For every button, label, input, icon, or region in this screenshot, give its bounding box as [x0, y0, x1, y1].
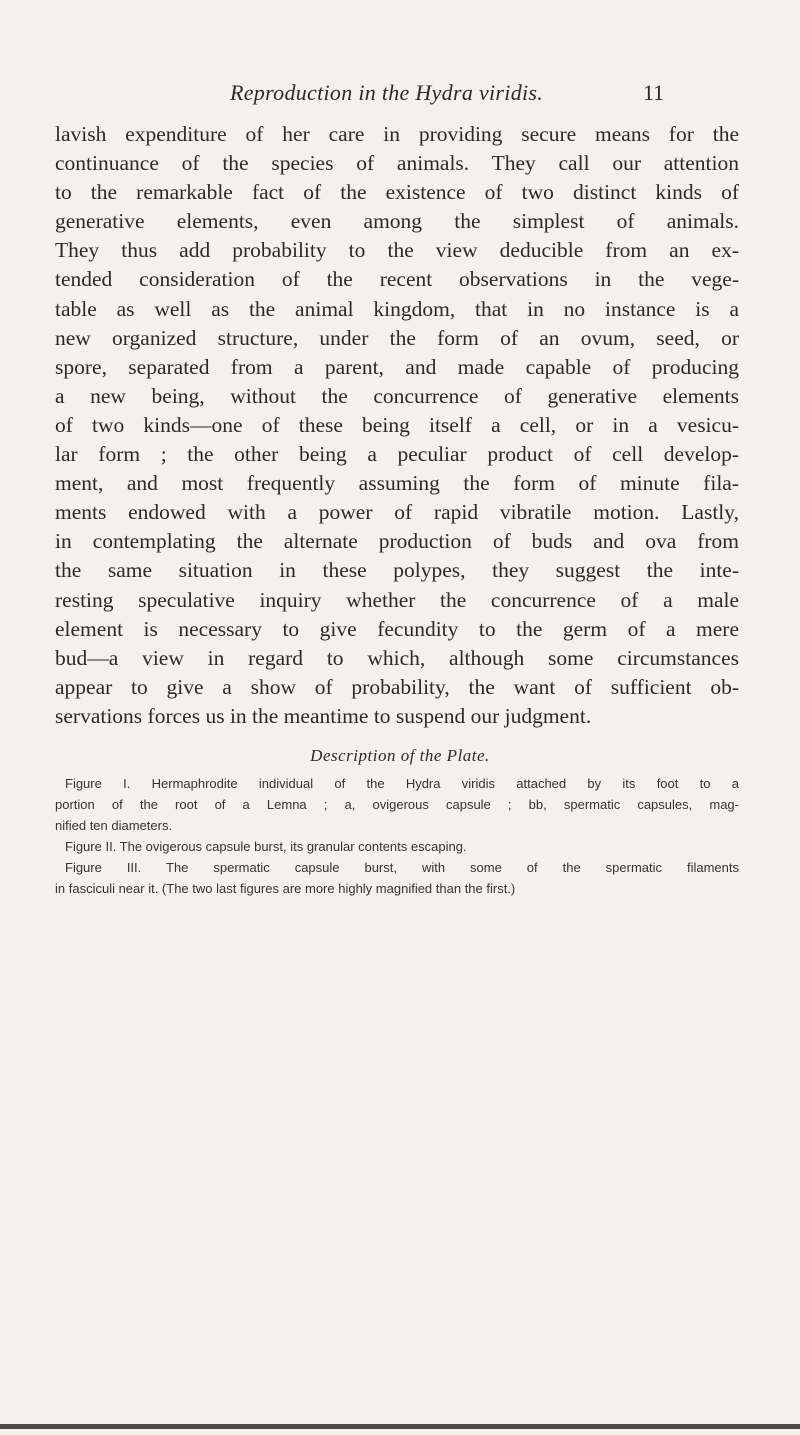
body-line: lavish expenditure of her care in providing secure means for the: [55, 122, 739, 146]
bottom-edge-rule: [0, 1424, 800, 1429]
caption-line: portion of the root of a Lemna ; a, ovigerous capsule ; bb, spermatic capsules, mag-: [55, 797, 739, 812]
running-head: [0, 80, 800, 110]
caption-line: Figure III. The spermatic capsule burst, with some of the spermatic filaments: [65, 860, 739, 875]
body-line: ment, and most frequently assuming the form of minute fila-: [55, 471, 739, 496]
running-title: Reproduction in the Hydra viridis.: [230, 80, 544, 105]
body-line: element is necessary to give fecundity to the germ of a mere: [55, 616, 739, 641]
body-line: new organized structure, under the form of an ovum, seed, or: [55, 325, 739, 350]
caption-line: in fasciculi near it. (The two last figures are more highly magnified than the first.): [55, 881, 516, 896]
body-line: ments endowed with a power of rapid vibratile motion. Lastly,: [55, 500, 739, 525]
body-line: spore, separated from a parent, and made capable of producing: [55, 354, 739, 379]
body-line: to the remarkable fact of the existence of two distinct kinds of: [55, 180, 739, 205]
body-line: a new being, without the concurrence of generative elements: [55, 383, 739, 408]
body-line: continuance of the species of animals. They call our attention: [55, 151, 739, 176]
body-line: in contemplating the alternate production of buds and ova from: [55, 529, 739, 554]
plate-captions: [55, 773, 739, 899]
caption-line: Figure II. The ovigerous capsule burst, its granular contents escaping.: [65, 839, 467, 854]
body-line: bud—a view in regard to which, although some circumstances: [55, 645, 739, 670]
body-paragraph: [55, 120, 739, 731]
body-line: the same situation in these polypes, they suggest the inte-: [55, 558, 739, 583]
page-number: 11: [643, 80, 665, 105]
plate-heading: Description of the Plate.: [310, 746, 490, 765]
body-line: servations forces us in the meantime to suspend our judgment.: [55, 703, 592, 728]
body-line: They thus add probability to the view deducible from an ex-: [55, 238, 739, 263]
body-line: generative elements, even among the simplest of animals.: [55, 209, 739, 234]
body-line: resting speculative inquiry whether the concurrence of a male: [55, 587, 739, 612]
caption-line: nified ten diameters.: [55, 818, 173, 833]
caption-line: Figure I. Hermaphrodite individual of the Hydra viridis attached by its foot to a: [65, 776, 739, 791]
body-line: table as well as the animal kingdom, that in no instance is a: [55, 296, 739, 321]
body-line: tended consideration of the recent observations in the vege-: [55, 267, 739, 292]
body-line: lar form ; the other being a peculiar product of cell develop-: [55, 442, 739, 467]
body-line: appear to give a show of probability, the want of sufficient ob-: [55, 674, 739, 699]
body-line: of two kinds—one of these being itself a cell, or in a vesicu-: [55, 412, 739, 437]
